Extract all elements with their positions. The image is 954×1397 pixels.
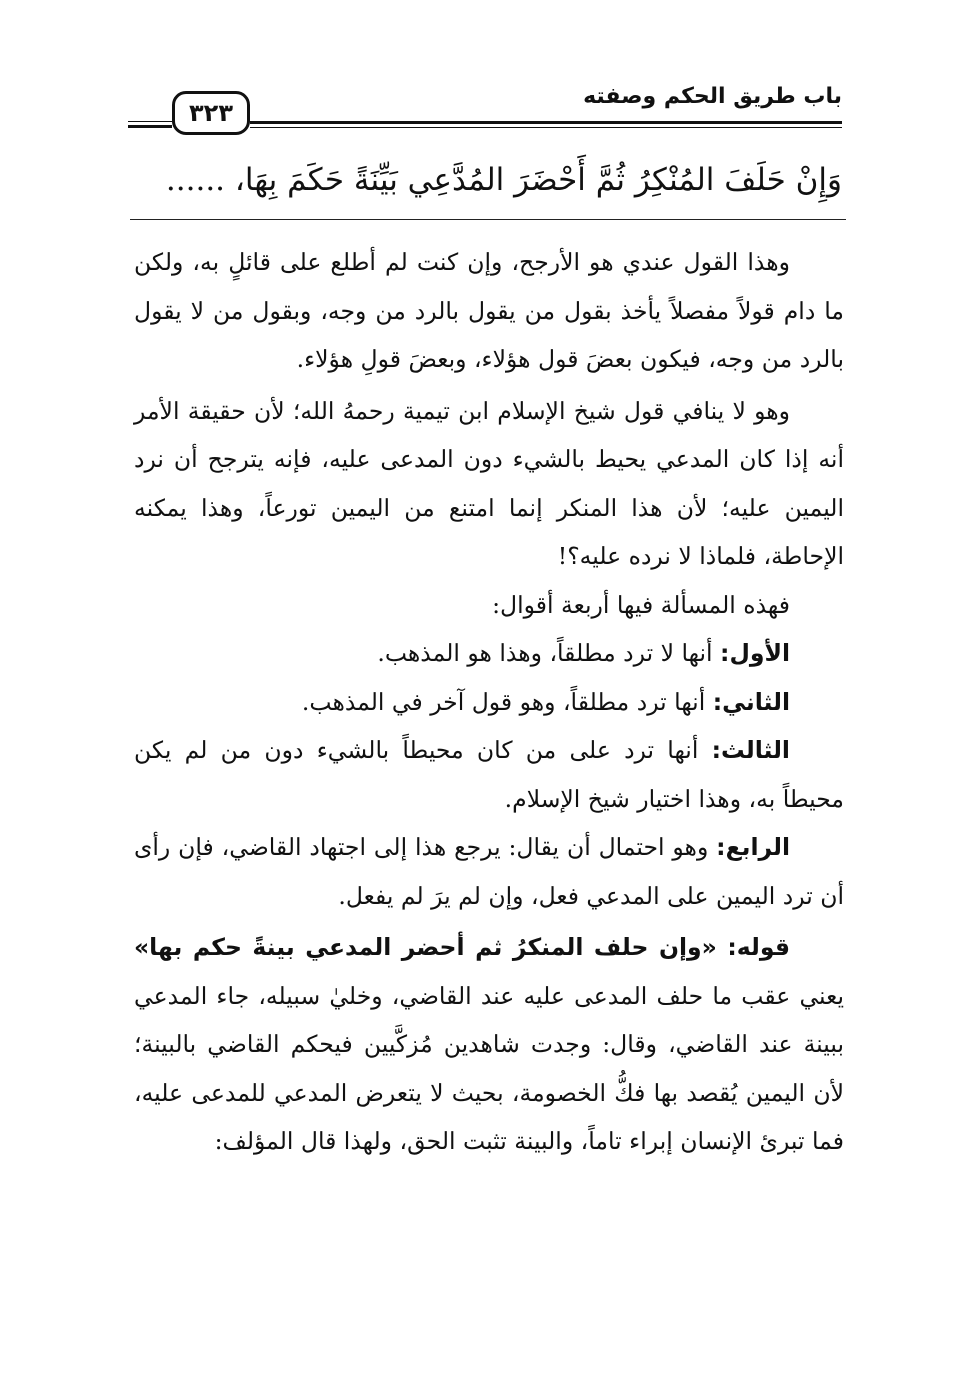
list-item: [134, 629, 844, 678]
page-number-badge: ٣٢٣: [172, 91, 250, 135]
header-rule-right-thin: [250, 127, 842, 128]
list-item: [134, 823, 844, 920]
matn-text: وَإِنْ حَلَفَ المُنْكِرُ ثُمَّ أَحْضَرَ المُدَّعِي بَيِّنَةً حَكَمَ بِهَا، ......: [165, 162, 842, 198]
quoted-paragraph: [134, 923, 844, 1166]
header-rule-right-thick: [250, 121, 842, 124]
paragraph: فهذه المسألة فيها أربعة أقوال:: [492, 590, 790, 619]
list-item-label: الثاني:: [712, 687, 790, 716]
qawluhu-label: قوله:: [727, 933, 790, 961]
list-item-text: أنها ترد مطلقاً، وهو قول آخر في المذهب.: [301, 687, 713, 716]
paragraph: وهذا القول عندي هو الأرجح، وإن كنت لم أطلع على قائلٍ به، ولكن ما دام قولاً مفصلاً يأخذ بقول من يقول بالرد من وجه، وبقول من لا يقول بالرد من وجه، فيكون بعضَ قول هؤلاء، وبعضَ قولِ هؤلاء.: [134, 248, 844, 373]
chapter-title: باب طريق الحكم وصفته: [583, 84, 842, 109]
list-item: [134, 678, 844, 727]
list-item-label: الأول:: [720, 639, 790, 667]
list-item-text: وهو احتمال أن يقال: يرجع هذا إلى اجتهاد القاضي، فإن رأى أن ترد اليمين على المدعي فعل، وإن لم يرَ لم يفعل.: [134, 833, 844, 910]
list-item-label: الرابع:: [716, 833, 790, 861]
list-item-text: أنها لا ترد مطلقاً، وهذا هو المذهب.: [377, 639, 721, 667]
qawluhu-explanation: يعني عقب ما حلف المدعى عليه عند القاضي، وخليٰ سبيله، جاء المدعي ببينة عند القاضي، وقال: وجدت شاهدين مُزكَّيين فيحكم القاضي بالبينة؛ لأن اليمين يُقصد بها فكُّ الخصومة، بحيث لا يتعرض المدعي للمدعى عليه، فما تبرئ الإنسان إبراء تاماً، والبينة تثبت الحق، ولهذا قال المؤلف:: [134, 981, 844, 1155]
header-rule-left-thick: [128, 125, 172, 128]
qawluhu-quote: «وإن حلف المنكرُ ثم أحضر المدعي بينةً حكم بها»: [134, 933, 728, 961]
header-rule-left-thin: [128, 121, 172, 122]
matn-separator: [130, 219, 846, 220]
commentary-body: [134, 238, 844, 1166]
paragraph: وهو لا ينافي قول شيخ الإسلام ابن تيمية رحمهُ الله؛ لأن حقيقة الأمر أنه إذا كان المدعي يحيط بالشيء دون المدعى عليه، فإنه يترجح أن نرد اليمين عليه؛ لأن هذا المنكر إنما امتنع من اليمين تورعاً، وهذا يمكنه الإحاطة، فلماذا لا نرده عليه؟!: [134, 396, 844, 570]
list-item-text: أنها ترد على من كان محيطاً بالشيء دون من لم يكن محيطاً به، وهذا اختيار شيخ الإسلام.: [134, 736, 844, 813]
list-item: [134, 726, 844, 823]
list-item-label: الثالث:: [711, 736, 790, 764]
